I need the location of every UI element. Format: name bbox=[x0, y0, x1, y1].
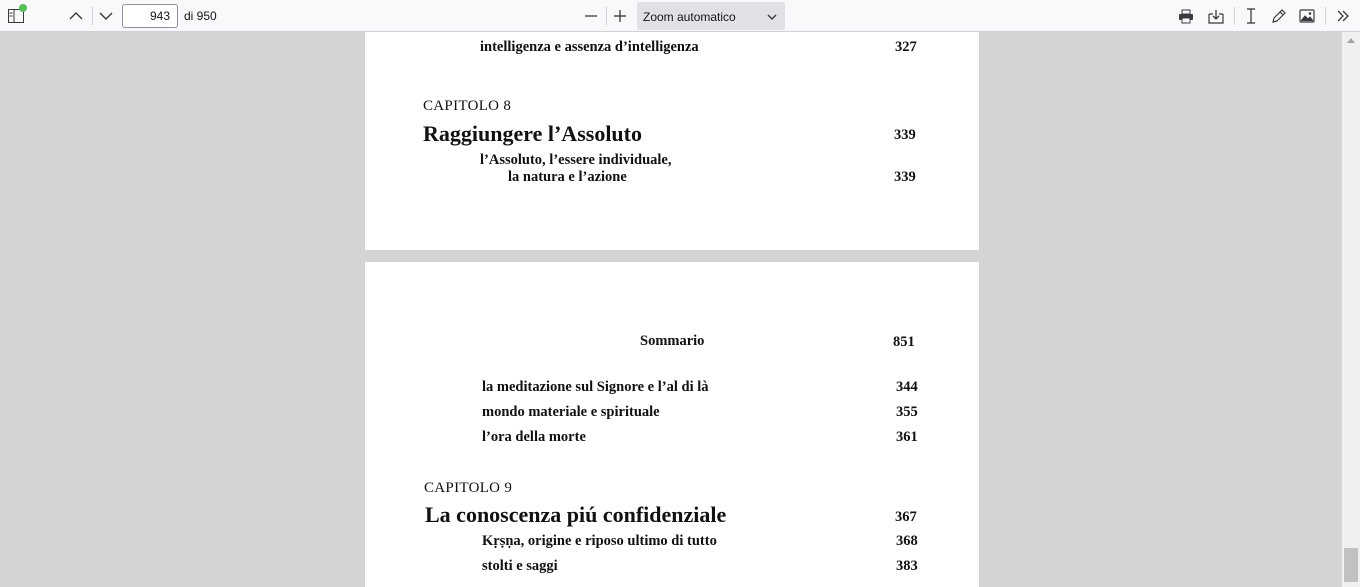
notification-dot bbox=[19, 4, 27, 12]
more-tools-chevron-icon[interactable] bbox=[1332, 5, 1354, 27]
chapter-label: CAPITOLO 9 bbox=[424, 480, 513, 496]
toolbar-separator bbox=[606, 7, 607, 25]
chapter-label: CAPITOLO 8 bbox=[423, 98, 512, 114]
page-header-number: 851 bbox=[893, 334, 915, 350]
toolbar-separator bbox=[1325, 7, 1326, 25]
next-page-button[interactable] bbox=[95, 5, 117, 27]
toc-entry-text: l’ora della morte bbox=[482, 429, 586, 445]
print-icon[interactable] bbox=[1175, 5, 1197, 27]
toc-entry-page: 339 bbox=[894, 169, 916, 185]
page-total-label: di 950 bbox=[184, 9, 217, 23]
toc-entry-page: 361 bbox=[896, 429, 918, 445]
text-tool-icon[interactable] bbox=[1240, 5, 1262, 27]
chapter-title: Raggiungere l’Assoluto bbox=[423, 121, 642, 146]
vertical-scrollbar[interactable] bbox=[1342, 32, 1360, 587]
toc-entry-page: 327 bbox=[895, 39, 917, 55]
toc-entry-page: 355 bbox=[896, 404, 918, 420]
zoom-select-value: Zoom automatico bbox=[643, 10, 736, 24]
toc-entry-text: stolti e saggi bbox=[482, 558, 558, 574]
toc-entry-text: mondo materiale e spirituale bbox=[482, 404, 660, 420]
draw-pencil-icon[interactable] bbox=[1268, 5, 1290, 27]
toc-entry-text: intelligenza e assenza d’intelligenza bbox=[480, 39, 699, 55]
toc-entry-text: la natura e l’azione bbox=[508, 169, 627, 185]
chapter-title: La conoscenza piú confidenziale bbox=[425, 502, 727, 527]
toc-entry-page: 368 bbox=[896, 533, 918, 549]
scroll-up-arrow-icon[interactable] bbox=[1342, 32, 1360, 48]
chapter-page: 367 bbox=[895, 509, 917, 525]
pdf-toolbar bbox=[0, 0, 1360, 32]
zoom-in-button[interactable] bbox=[609, 5, 631, 27]
pdf-page bbox=[365, 32, 979, 250]
toc-entry-text: la meditazione sul Signore e l’al di là bbox=[482, 379, 709, 395]
toc-entry-text: l’Assoluto, l’essere individuale, bbox=[480, 152, 672, 168]
zoom-out-button[interactable] bbox=[580, 5, 602, 27]
chevron-down-icon bbox=[767, 10, 777, 24]
page-number-input[interactable] bbox=[122, 4, 178, 28]
previous-page-button[interactable] bbox=[65, 5, 87, 27]
scrollbar-thumb[interactable] bbox=[1344, 548, 1358, 582]
chapter-page: 339 bbox=[894, 127, 916, 143]
toolbar-separator bbox=[1234, 7, 1235, 25]
pdf-page bbox=[365, 262, 979, 587]
toc-entry-page: 383 bbox=[896, 558, 918, 574]
page-header: Sommario bbox=[640, 333, 705, 349]
zoom-select[interactable] bbox=[637, 2, 785, 30]
save-download-icon[interactable] bbox=[1205, 5, 1227, 27]
toc-entry-page: 344 bbox=[896, 379, 918, 395]
toc-entry-text: Kṛṣṇa, origine e riposo ultimo di tutto bbox=[482, 533, 717, 549]
toolbar-separator bbox=[92, 7, 93, 25]
add-image-icon[interactable] bbox=[1296, 5, 1318, 27]
